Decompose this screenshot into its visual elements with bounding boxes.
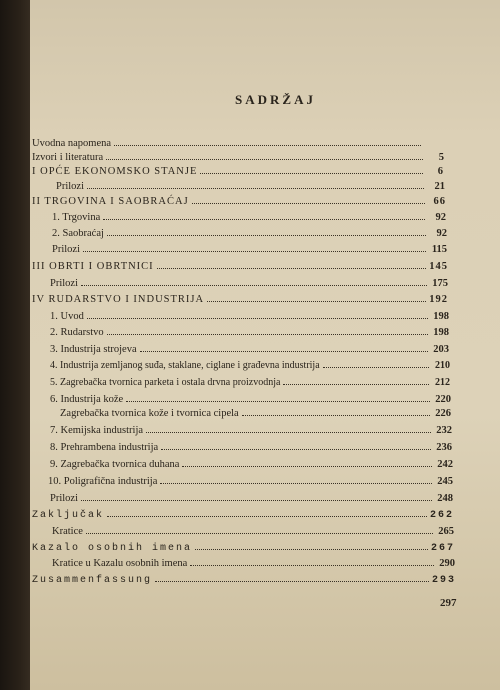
toc-row xyxy=(50,393,451,407)
toc-page: 212 xyxy=(435,377,450,388)
page-title: SADRŽAJ xyxy=(235,92,316,107)
toc-page: 265 xyxy=(438,526,454,537)
toc-row xyxy=(52,243,447,257)
leader-dots xyxy=(155,573,429,582)
leader-dots xyxy=(192,195,425,204)
toc-row xyxy=(32,151,444,165)
toc-label: 7. Kemijska industrija xyxy=(50,425,144,436)
toc-row xyxy=(52,211,446,225)
toc-label: 9. Zagrebačka tvornica duhana xyxy=(50,459,180,470)
toc-label: Zagrebačka tvornica kože i tvornica cipela xyxy=(60,408,239,419)
leader-dots xyxy=(207,293,426,302)
toc-label: Prilozi xyxy=(52,244,80,255)
toc-row xyxy=(32,293,448,307)
toc-page: 290 xyxy=(439,558,455,569)
toc-page: 262 xyxy=(429,510,454,521)
leader-dots xyxy=(160,475,432,484)
toc-page: 92 xyxy=(435,212,446,223)
leader-dots xyxy=(107,326,428,335)
toc-label: Prilozi xyxy=(56,181,84,192)
toc-page: 5 xyxy=(438,152,444,163)
leader-dots xyxy=(283,376,429,385)
toc-page: 21 xyxy=(434,181,445,192)
toc-row xyxy=(52,227,447,241)
leader-dots xyxy=(103,211,425,220)
leader-dots xyxy=(157,260,427,269)
toc-row xyxy=(52,557,455,571)
toc-page: 66 xyxy=(433,196,446,207)
leader-dots xyxy=(107,227,426,236)
toc-row xyxy=(50,277,448,291)
toc-page: 192 xyxy=(429,294,448,305)
toc-row xyxy=(50,492,453,506)
toc-page: 220 xyxy=(435,394,451,405)
toc-row xyxy=(50,376,450,390)
toc-row xyxy=(32,195,446,209)
toc-label: Prilozi xyxy=(50,278,78,289)
toc-label: Zusammenfassung xyxy=(32,575,153,586)
toc-row xyxy=(50,441,452,455)
toc-row xyxy=(50,458,453,472)
toc-label: Kazalo osobnih imena xyxy=(32,543,193,554)
leader-dots xyxy=(126,393,430,402)
toc-label: 2. Rudarstvo xyxy=(50,327,104,338)
toc-row xyxy=(32,165,444,179)
leader-dots xyxy=(323,359,429,368)
toc-label: Kratice xyxy=(52,526,83,537)
toc-page: 198 xyxy=(433,311,449,322)
leader-dots xyxy=(81,277,427,286)
leader-dots xyxy=(182,458,432,467)
leader-dots xyxy=(242,407,430,416)
toc-label: II TRGOVINA I SAOBRAĆAJ xyxy=(32,196,189,207)
leader-dots xyxy=(87,180,424,189)
toc-page: 293 xyxy=(431,575,456,586)
toc-label: 3. Industrija strojeva xyxy=(50,344,137,355)
leader-dots xyxy=(161,441,431,450)
toc-label: 1. Uvod xyxy=(50,311,84,322)
leader-dots xyxy=(190,557,434,566)
toc-label: IV RUDARSTVO I INDUSTRIJA xyxy=(32,294,205,305)
toc-row xyxy=(50,343,449,357)
toc-page: 203 xyxy=(433,344,449,355)
book-page xyxy=(30,0,500,690)
toc-label: 1. Trgovina xyxy=(52,212,101,223)
leader-dots xyxy=(146,424,431,433)
toc-page: 232 xyxy=(436,425,452,436)
table-of-contents xyxy=(30,0,500,690)
toc-row xyxy=(50,359,450,373)
toc-page: 175 xyxy=(432,278,448,289)
toc-label: Izvori i literatura xyxy=(32,152,104,163)
toc-label: 6. Industrija kože xyxy=(50,394,124,405)
toc-row xyxy=(32,541,455,555)
toc-page: 145 xyxy=(429,261,448,272)
toc-page: 210 xyxy=(435,360,450,371)
toc-page: 267 xyxy=(430,543,455,554)
toc-row xyxy=(48,475,453,489)
toc-label: Uvodna napomena xyxy=(32,138,112,149)
leader-dots xyxy=(114,137,421,146)
toc-row xyxy=(32,573,456,587)
toc-page: 242 xyxy=(437,459,453,470)
toc-row xyxy=(56,180,445,194)
toc-page: 248 xyxy=(437,493,453,504)
leader-dots xyxy=(140,343,428,352)
toc-row xyxy=(60,407,451,421)
leader-dots xyxy=(86,525,433,534)
toc-label: 4. Industrija zemljanog suđa, staklane, ciglane i građevna industrija xyxy=(50,360,320,371)
toc-row xyxy=(52,525,454,539)
leader-dots xyxy=(106,151,423,160)
toc-label: III OBRTI I OBRTNICI xyxy=(32,261,154,272)
toc-row xyxy=(50,424,452,438)
toc-row xyxy=(32,508,454,522)
leader-dots xyxy=(195,541,428,550)
toc-label: 5. Zagrebačka tvornica parketa i ostala drvna proizvodnja xyxy=(50,377,281,388)
toc-label: Kratice u Kazalu osobnih imena xyxy=(52,558,188,569)
toc-row xyxy=(32,137,442,151)
toc-label: Prilozi xyxy=(50,493,78,504)
toc-page: 226 xyxy=(435,408,451,419)
leader-dots xyxy=(83,243,426,252)
leader-dots xyxy=(81,492,432,501)
leader-dots xyxy=(200,165,423,174)
toc-page: 92 xyxy=(436,228,447,239)
toc-page: 115 xyxy=(431,244,447,255)
toc-label: 2. Saobraćaj xyxy=(52,228,104,239)
toc-page: 245 xyxy=(437,476,453,487)
toc-row xyxy=(32,260,448,274)
toc-page: 236 xyxy=(436,442,452,453)
toc-page: 6 xyxy=(437,166,444,177)
leader-dots xyxy=(107,508,427,517)
toc-label: 8. Prehrambena industrija xyxy=(50,442,159,453)
toc-row xyxy=(50,310,449,324)
toc-label: 10. Poligrafična industrija xyxy=(48,476,158,487)
toc-label: I OPĆE EKONOMSKO STANJE xyxy=(32,166,198,177)
toc-label: Zaključak xyxy=(32,510,105,521)
toc-row xyxy=(50,326,449,340)
toc-page: 198 xyxy=(433,327,449,338)
leader-dots xyxy=(87,310,428,319)
page-number: 297 xyxy=(440,597,457,609)
